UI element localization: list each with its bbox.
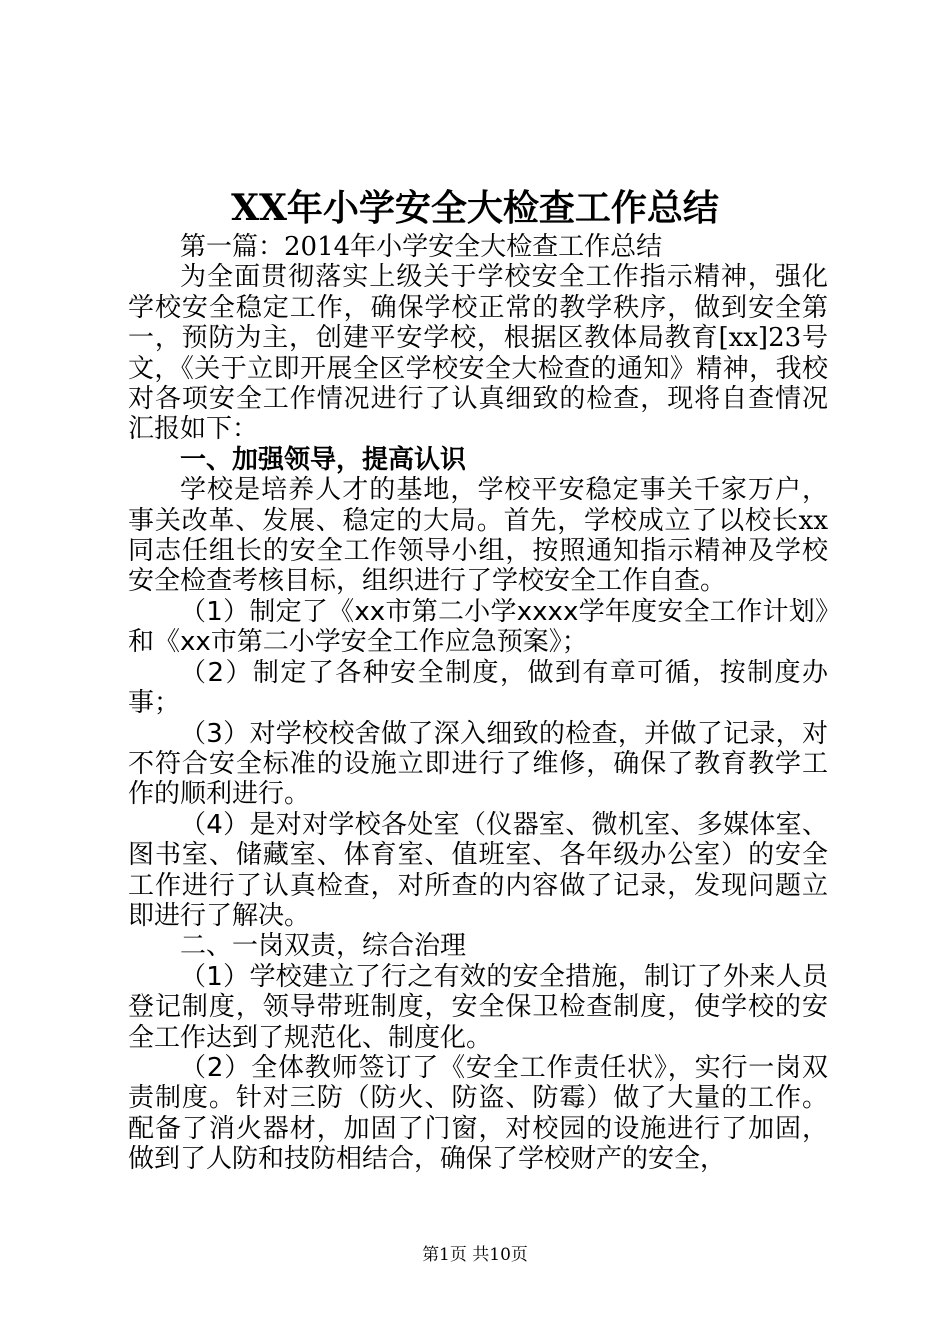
list-item-3: （3）对学校校舍做了深入细致的检查，并做了记录，对不符合安全标准的设施立即进行了维修，确保了教育教学工作的顺利进行。 [128, 718, 828, 810]
leadership-paragraph: 学校是培养人才的基地，学校平安稳定事关千家万户，事关改革、发展、稳定的大局。首先，学校成立了以校长xx同志任组长的安全工作领导小组，按照通知指示精神及学校安全检查考核目标，组织进行了学校安全工作自查。 [128, 475, 828, 597]
responsibility-item-2 [128, 1053, 828, 1175]
section-heading-leadership: 一、加强领导，提高认识 [180, 444, 467, 475]
responsibility-item-2-rest: 针对三防（防火、防盗、防霉）做了大量的工作。配备了消火器材，加固了门窗，对校园的设施进行了加固，做到了人防和技防相结合，确保了学校财产的安全， [128, 1083, 828, 1175]
list-item-1: （1）制定了《xx市第二小学xxxx学年度安全工作计划》和《xx市第二小学安全工作应急预案》； [128, 596, 828, 658]
document-title: XX年小学安全大检查工作总结 [231, 187, 719, 229]
section-heading-responsibility: 二、一岗双责，综合治理 [180, 931, 467, 962]
document-body [128, 232, 828, 1175]
list-item-2: （2）制定了各种安全制度，做到有章可循，按制度办事； [128, 657, 828, 719]
responsibility-item-1: （1）学校建立了行之有效的安全措施，制订了外来人员登记制度，领导带班制度，安全保卫检查制度，使学校的安全工作达到了规范化、制度化。 [128, 961, 828, 1053]
responsibility-item-2-lead: （2）全体教师签订了《安全工作责任状》，实行一岗双责制度。 [128, 1052, 828, 1114]
intro-paragraph: 为全面贯彻落实上级关于学校安全工作指示精神，强化学校安全稳定工作，确保学校正常的教学秩序，做到安全第一，预防为主，创建平安学校，根据区教体局教育[xx]23号文，《关于立即开展全区学校安全大检查的通知》精神，我校对各项安全工作情况进行了认真细致的检查，现将自查情况汇报如下： [128, 262, 828, 445]
list-item-4: （4）是对对学校各处室（仪器室、微机室、多媒体室、图书室、储藏室、体育室、值班室、各年级办公室）的安全工作进行了认真检查，对所查的内容做了记录，发现问题立即进行了解决。 [128, 809, 828, 931]
section-heading-part-one: 第一篇：2014年小学安全大检查工作总结 [180, 232, 663, 262]
page-footer: 第1页 共10页 [422, 1245, 528, 1265]
